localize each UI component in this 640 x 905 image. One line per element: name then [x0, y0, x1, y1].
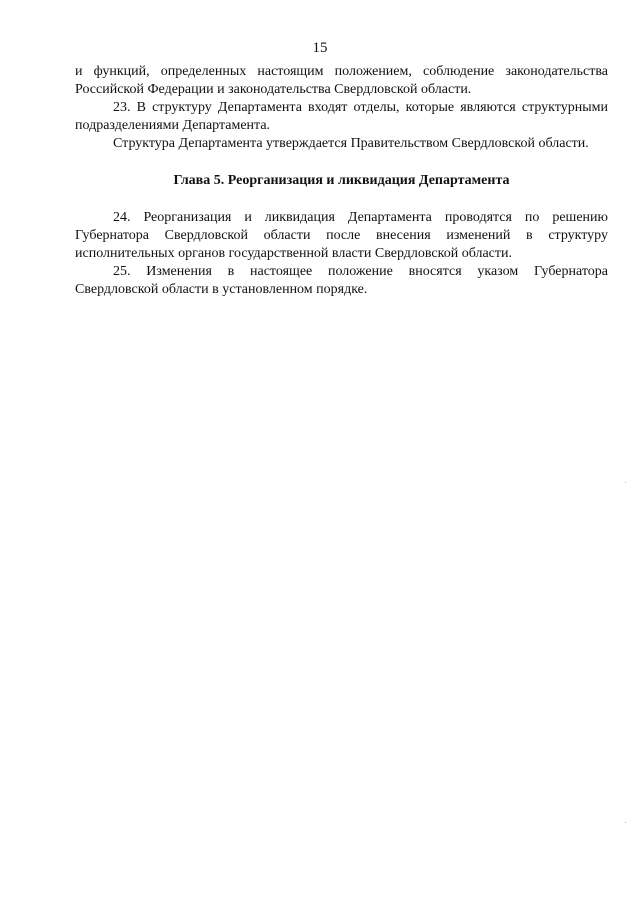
document-body [75, 63, 608, 299]
scan-speck [625, 822, 626, 823]
paragraph-25: 25. Изменения в настоящее положение вносятся указом Губернатора Свердловской области в установленном порядке. [75, 264, 608, 297]
paragraph-continuation: и функций, определенных настоящим положением, соблюдение законодательства Российской Федерации и законодательства Свердловской области. [75, 64, 608, 97]
page-number: 15 [312, 40, 328, 56]
paragraph-structure-approval: Структура Департамента утверждается Правительством Свердловской области. [113, 136, 589, 151]
chapter-title: Глава 5. Реорганизация и ликвидация Департамента [173, 173, 510, 188]
paragraph-23: 23. В структуру Департамента входят отделы, которые являются структурными подразделениями Департамента. [75, 100, 608, 133]
paragraph-24: 24. Реорганизация и ликвидация Департамента проводятся по решению Губернатора Свердловской области после внесения изменений в структуру исполнительных органов государственной власти Свердловской области. [75, 210, 608, 261]
scan-speck [625, 482, 626, 483]
